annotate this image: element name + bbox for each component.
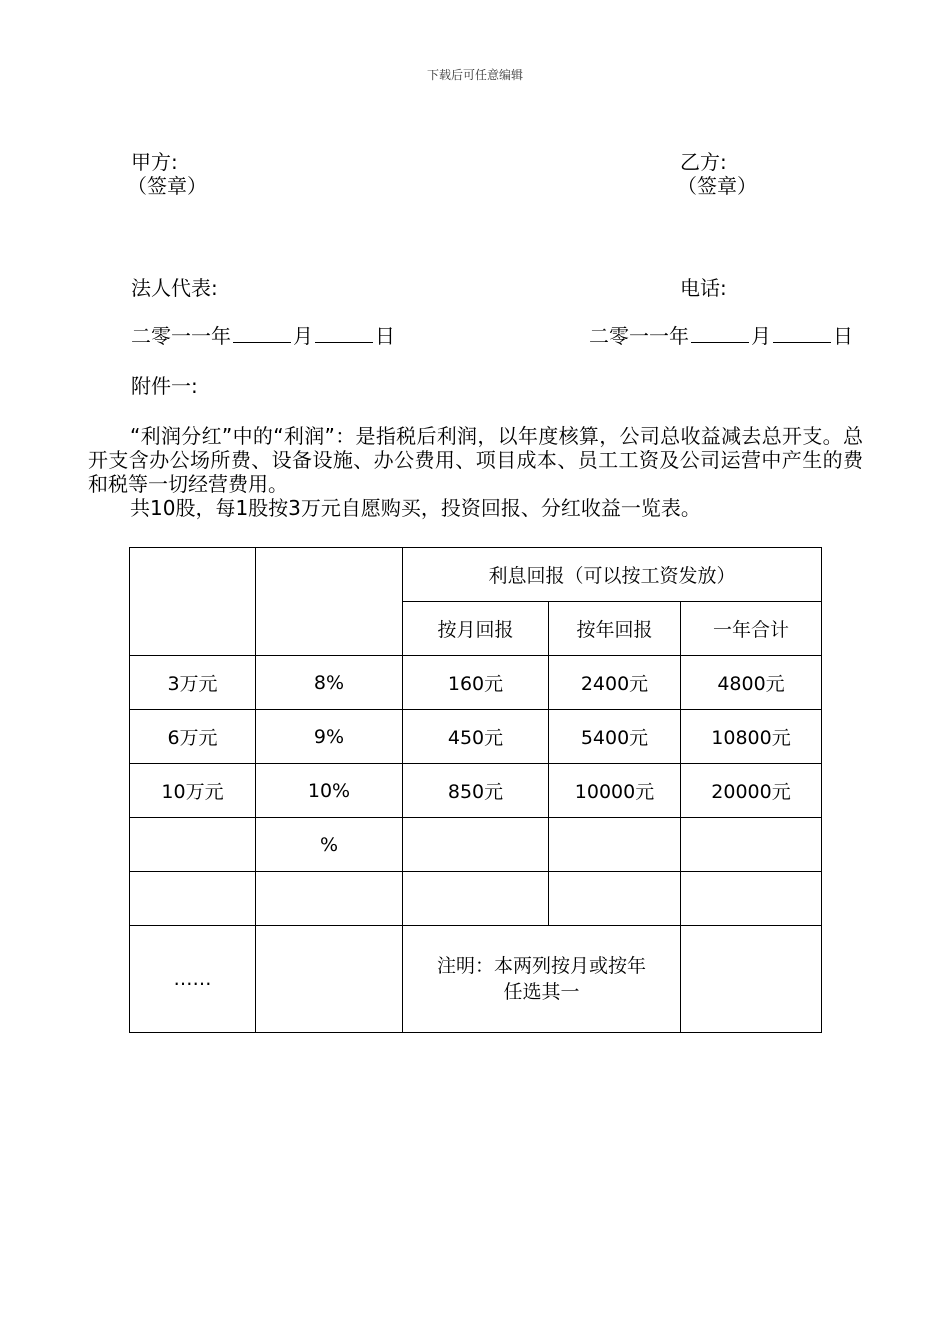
table-cell [549,872,681,926]
table-cell: 4800元 [681,656,822,710]
header-note: 下载后可任意编辑 [426,68,523,82]
date-left-day: 日 [375,324,395,348]
date-right-month: 月 [751,324,771,348]
table-cell [681,872,822,926]
yearly-return-header: 按年回报 [549,602,681,656]
table-cell [681,818,822,872]
party-b-label: 乙方: [680,150,727,174]
table-cell [403,818,549,872]
table-cell: 450元 [403,710,549,764]
date-right-year: 二零一一年 [589,324,689,348]
selection-note [403,926,681,1033]
table-cell: 850元 [403,764,549,818]
table-cell [681,926,822,1033]
party-a-label: 甲方: [131,150,178,174]
date-right-month-blank [691,324,749,343]
table-cell: 5400元 [549,710,681,764]
header-empty-cell-1 [130,548,256,656]
table-row [130,818,822,872]
interest-return-header: 利息回报（可以按工资发放） [403,548,822,602]
date-left-month-blank [233,324,291,343]
table-cell: 20000元 [681,764,822,818]
table-cell [403,872,549,926]
table-cell: 10800元 [681,710,822,764]
table-note-row [130,926,822,1033]
attachment-title: 附件一: [131,374,198,398]
table-cell: 6万元 [130,710,256,764]
table-cell: 8% [256,656,403,710]
date-right [589,324,853,348]
phone-label: 电话: [680,276,727,300]
profit-definition-paragraph: “利润分红”中的“利润”：是指税后利润，以年度核算，公司总收益减去总开支。总开支含办公场所费、设备设施、办公费用、项目成本、员工工资及公司运营中产生的费和税等一切经营费用。 [88,424,863,496]
table-row [130,872,822,926]
table-cell: 160元 [403,656,549,710]
table-cell [256,926,403,1033]
table-cell: 10% [256,764,403,818]
returns-table [129,547,822,1033]
party-b-seal: （签章） [677,174,757,198]
table-header-row-1 [130,548,822,602]
table-cell: % [256,818,403,872]
table-cell [256,872,403,926]
table-row [130,764,822,818]
date-right-day: 日 [833,324,853,348]
date-right-day-blank [773,324,831,343]
table-row [130,656,822,710]
table-cell [130,818,256,872]
monthly-return-header: 按月回报 [403,602,549,656]
table-cell: 10万元 [130,764,256,818]
table-row [130,710,822,764]
legal-rep-label: 法人代表: [131,276,218,300]
annual-total-header: 一年合计 [681,602,822,656]
table-cell [549,818,681,872]
table-cell: 9% [256,710,403,764]
selection-note-line-2: 任选其一 [503,981,580,1003]
table-cell: 3万元 [130,656,256,710]
date-left-month: 月 [293,324,313,348]
ellipsis-cell: …… [130,926,256,1033]
date-left-day-blank [315,324,373,343]
party-a-seal: （签章） [127,174,207,198]
shares-paragraph: 共10股，每1股按3万元自愿购买，投资回报、分红收益一览表。 [130,496,701,520]
table-cell [130,872,256,926]
table-cell: 10000元 [549,764,681,818]
date-left [131,324,395,348]
selection-note-line-1: 注明：本两列按月或按年 [436,955,646,977]
header-empty-cell-2 [256,548,403,656]
date-left-year: 二零一一年 [131,324,231,348]
table-cell: 2400元 [549,656,681,710]
